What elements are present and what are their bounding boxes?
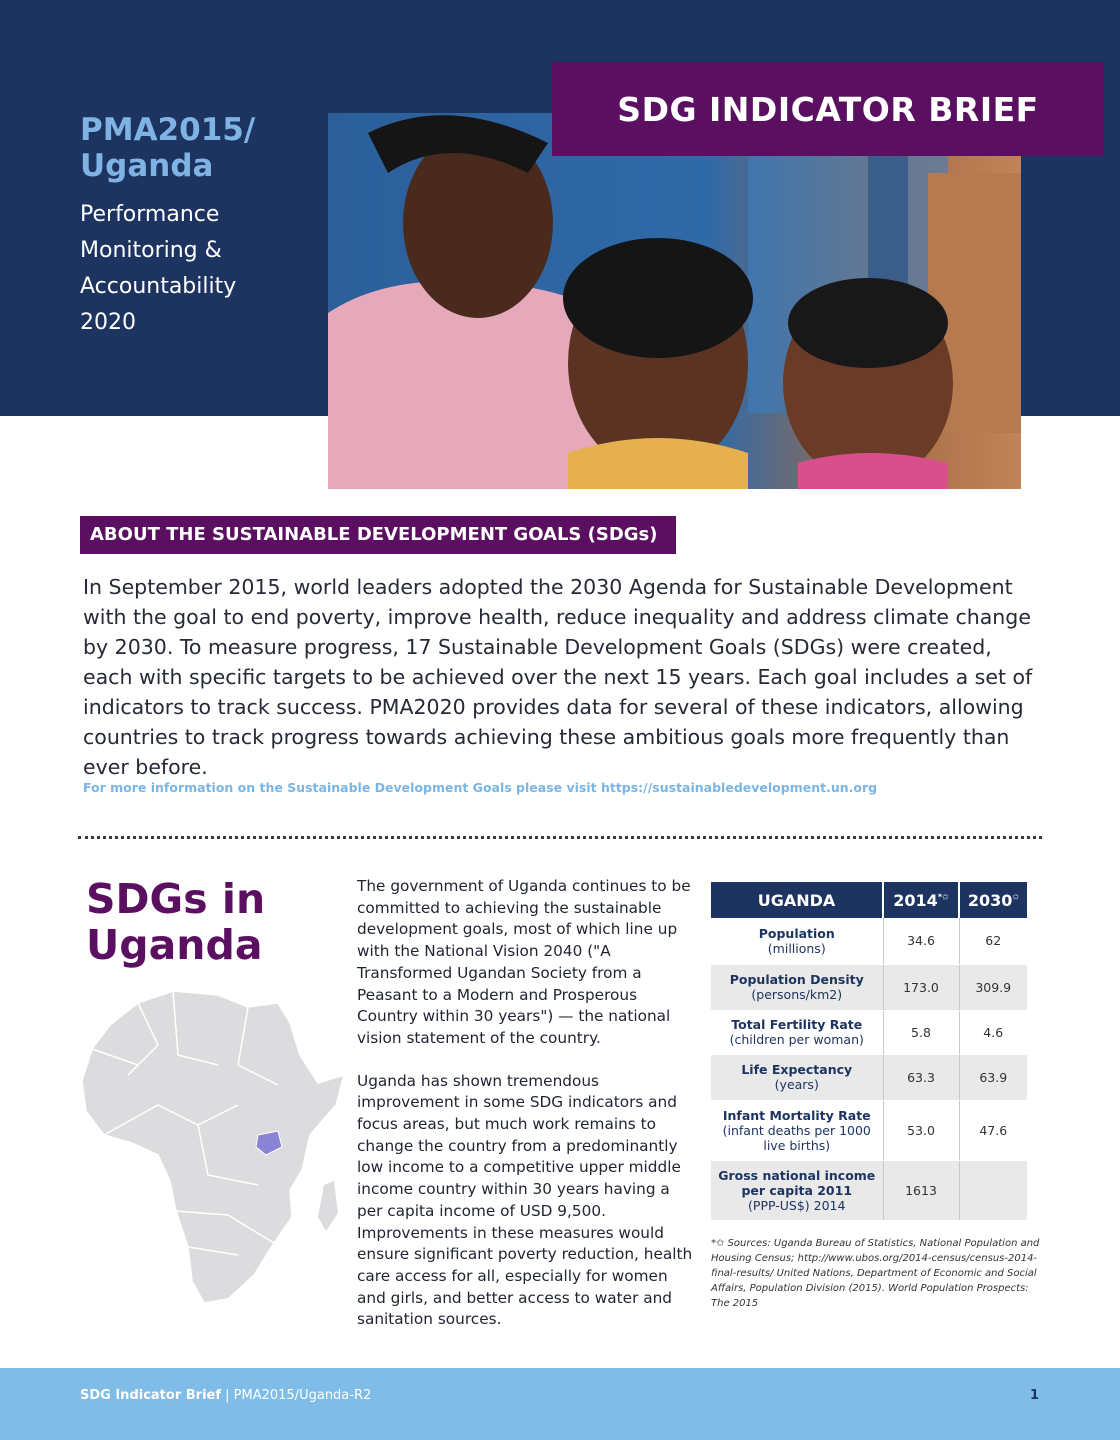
row-label: Population Density (729, 972, 864, 987)
subtitle-line: Performance (80, 202, 220, 227)
brand-line-2: Uganda (80, 148, 214, 184)
sdgs-paragraph-2: Uganda has shown tremendous improvement in some SDG indicators and focus areas, but much work remains to change the country from a predominantly low income to a competitive upper middle income country within 30 years having a per capita income of USD 9,500. Improvements in these measures would ensure significant poverty reduction, health care access for all, especially for women and girls, and better access to water and sanitation sources. (357, 1071, 693, 1329)
family-photo-illustration (328, 113, 1021, 489)
uganda-indicators-table (711, 882, 1027, 1221)
row-sublabel: (infant deaths per 1000 live births) (722, 1122, 871, 1153)
row-sublabel: (persons/km2) (751, 987, 843, 1002)
sdgs-heading (86, 876, 265, 968)
table-row (711, 1160, 1027, 1220)
family-photo (328, 113, 1021, 489)
page-number: 1 (1030, 1388, 1040, 1403)
footer-separator: | (221, 1388, 234, 1403)
value-2014: 1613 (883, 1160, 959, 1220)
row-label: Gross national income per capita 2011 (718, 1167, 876, 1198)
row-label: Population (758, 925, 835, 941)
brand-subtitle (80, 197, 236, 341)
footer-code: PMA2015/Uganda-R2 (233, 1388, 372, 1403)
table-row (711, 918, 1027, 964)
value-2014: 63.3 (883, 1054, 959, 1100)
table-header-2030-mark: ✩ (1012, 892, 1020, 902)
row-label: Infant Mortality Rate (722, 1107, 871, 1123)
table-row (711, 964, 1027, 1010)
value-2030: 4.6 (959, 1010, 1027, 1054)
indicator-brief-banner: SDG INDICATOR BRIEF (552, 62, 1104, 156)
table-row (711, 1054, 1027, 1100)
row-sublabel: (children per woman) (729, 1032, 864, 1047)
footer-title (80, 1388, 371, 1403)
subtitle-line: 2020 (80, 310, 136, 335)
value-2030: 62 (959, 918, 1027, 964)
row-sublabel: (PPP-US$) 2014 (748, 1197, 846, 1213)
africa-map-graphic (78, 985, 350, 1305)
footer-band (0, 1368, 1120, 1440)
value-2014: 173.0 (883, 964, 959, 1010)
value-2014: 5.8 (883, 1010, 959, 1054)
about-intro-text: In September 2015, world leaders adopted the 2030 Agenda for Sustainable Development with the goal to end poverty, improve health, reduce inequality and address climate change by 2030. To measure progress, 17 Sustainable Development Goals (SDGs) were created, each with specific targets to be achieved over the next 15 years. Each goal includes a set of indicators to track success. PMA2020 provides data for several of these indicators, allowing countries to track progress towards achieving these ambitious goals more frequently than ever before. (83, 575, 1033, 779)
table-row (711, 1010, 1027, 1054)
table-header-2030: 2030✩ (959, 882, 1027, 918)
value-2030: 47.6 (959, 1100, 1027, 1160)
sdgs-heading-line-1: SDGs in (86, 875, 266, 923)
about-section-tag: ABOUT THE SUSTAINABLE DEVELOPMENT GOALS (SDGs) (80, 516, 676, 554)
row-label: Total Fertility Rate (731, 1017, 863, 1032)
row-sublabel: (years) (774, 1077, 819, 1092)
subtitle-line: Accountability (80, 274, 237, 299)
row-label: Life Expectancy (741, 1062, 853, 1077)
table-header-row (711, 882, 1027, 918)
value-2014: 34.6 (883, 918, 959, 964)
table-row (711, 1100, 1027, 1160)
footer-brief-label: SDG Indicator Brief (80, 1388, 222, 1403)
value-2014: 53.0 (883, 1100, 959, 1160)
dotted-divider (78, 836, 1042, 839)
table-header-2014: 2014*✩ (883, 882, 959, 918)
brand-line-1: PMA2015/ (80, 112, 256, 148)
sdgs-heading-line-2: Uganda (86, 921, 263, 969)
value-2030: 309.9 (959, 964, 1027, 1010)
table-sources-note: *✩ Sources: Uganda Bureau of Statistics, National Population and Housing Census; http://www.ubos.org/2014-census/census-2014-final-results/ United Nations, Department of Economic and Social Affairs, Population Division (2015). World Population Prospects: The 2015 (711, 1238, 1040, 1309)
sdgs-paragraph-1: The government of Uganda continues to be committed to achieving the sustainable development goals, most of which line up with the National Vision 2040 ("A Transformed Ugandan Society from a Peasant to a Modern and Prosperous Country within 30 years") — the national vision statement of the country. (357, 877, 691, 1047)
value-2030 (959, 1160, 1027, 1220)
subtitle-line: Monitoring & (80, 238, 222, 263)
row-sublabel: (millions) (767, 940, 826, 956)
sdgs-body-text (357, 876, 699, 1352)
brand-title (80, 112, 255, 184)
value-2030: 63.9 (959, 1054, 1027, 1100)
table-header-country: UGANDA (711, 882, 883, 918)
table-header-2014-mark: *✩ (937, 892, 949, 902)
africa-map-icon (78, 985, 350, 1305)
more-info-link[interactable]: For more information on the Sustainable Development Goals please visit https://sustainabledevelopment.un.org (83, 780, 878, 795)
